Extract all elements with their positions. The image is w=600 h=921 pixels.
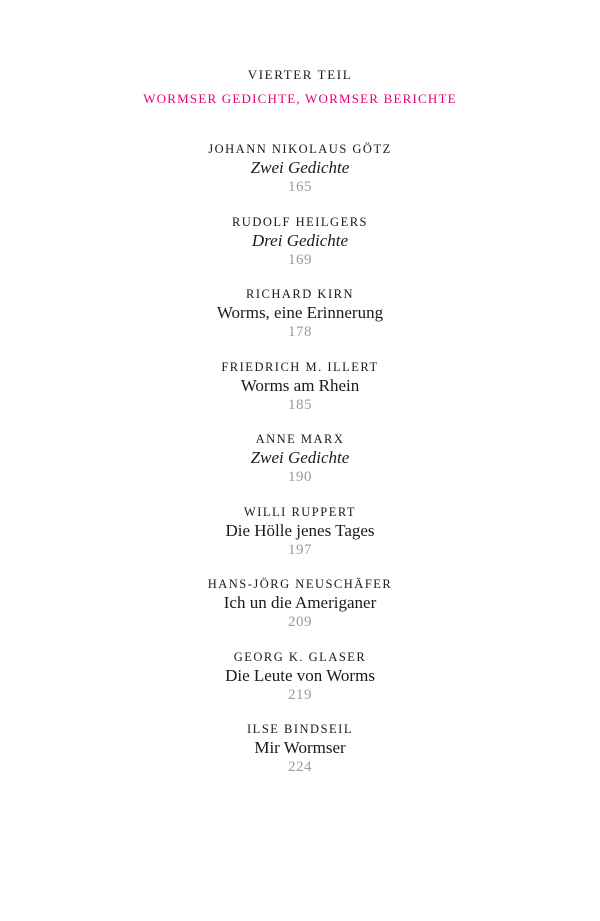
- contents-entry: [0, 721, 600, 794]
- entry-page-number: 169: [288, 251, 312, 268]
- entry-page-number: 190: [288, 469, 312, 485]
- entry-page-number: 165: [288, 179, 312, 195]
- entry-title: Drei Gedichte: [251, 230, 349, 250]
- contents-entry: [0, 504, 600, 577]
- entry-title: Worms, eine Erinnerung: [216, 303, 384, 322]
- entry-page-number: 219: [288, 686, 312, 703]
- entry-author: HANS-JÖRG NEUSCHÄFER: [207, 577, 393, 591]
- entry-author: ANNE MARX: [255, 432, 345, 446]
- entry-page-number: 178: [288, 324, 312, 340]
- entry-page-number: 197: [288, 541, 312, 558]
- entry-author: ILSE BINDSEIL: [247, 722, 353, 736]
- entry-page-number: 185: [288, 396, 312, 413]
- entry-author: FRIEDRICH M. ILLERT: [221, 359, 379, 374]
- contents-entry: [0, 649, 600, 722]
- contents-entry: [0, 431, 600, 504]
- entry-title: Zwei Gedichte: [250, 448, 350, 467]
- entry-author: WILLI RUPPERT: [243, 504, 357, 519]
- part-label: VIERTER TEIL: [247, 67, 353, 82]
- entry-title: Mir Wormser: [254, 738, 346, 757]
- entry-author: RICHARD KIRN: [246, 287, 354, 301]
- entry-title: Ich un die Ameriganer: [223, 593, 377, 612]
- entry-title: Die Hölle jenes Tages: [225, 520, 375, 540]
- entry-title: Zwei Gedichte: [250, 158, 350, 177]
- contents-entry: [0, 359, 600, 432]
- contents-list: [0, 141, 600, 794]
- contents-entry: [0, 576, 600, 649]
- entry-title: Die Leute von Worms: [225, 665, 375, 685]
- entry-title: Worms am Rhein: [240, 375, 360, 395]
- entry-author: RUDOLF HEILGERS: [231, 214, 369, 229]
- part-title: WORMSER GEDICHTE, WORMSER BERICHTE: [143, 91, 457, 106]
- entry-page-number: 224: [288, 759, 312, 775]
- entry-author: GEORG K. GLASER: [233, 649, 367, 664]
- contents-entry: [0, 286, 600, 359]
- entry-author: JOHANN NIKOLAUS GÖTZ: [208, 142, 392, 156]
- contents-entry: [0, 214, 600, 287]
- contents-entry: [0, 141, 600, 214]
- entry-page-number: 209: [288, 614, 312, 630]
